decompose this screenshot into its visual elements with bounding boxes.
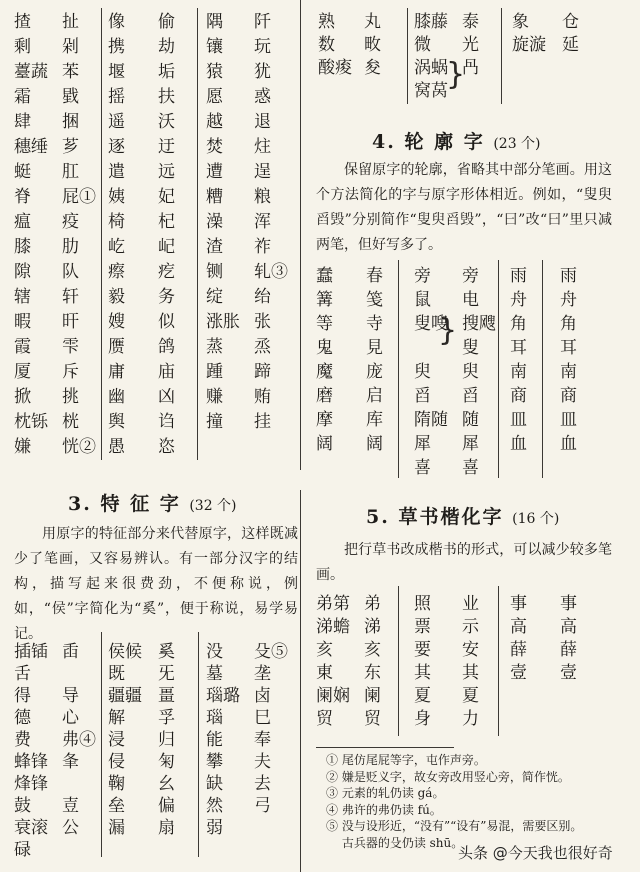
table-cell: 捆 [62, 112, 79, 132]
column-divider [542, 260, 543, 478]
section-count: (32 个) [189, 498, 237, 514]
table-cell: 犀 [414, 434, 431, 454]
table-cell: 阑 [364, 686, 381, 706]
table-cell: 蹄 [254, 362, 271, 382]
table-cell: 舟 [510, 290, 527, 310]
table-cell: 酸痠 [318, 58, 352, 78]
column-divider [300, 490, 301, 872]
table-cell: 库 [366, 410, 383, 430]
table-cell: 去 [254, 774, 271, 794]
footnote-item: ④ 弗许的弗仍读 fú。 [326, 802, 442, 817]
table-cell: 孚 [158, 708, 175, 728]
table-cell: 遥 [108, 112, 125, 132]
table-cell: 寺 [366, 314, 383, 334]
table-cell: 偏 [158, 796, 175, 816]
table-cell: 烽锋 [14, 774, 48, 794]
table-cell: 插锸 [14, 642, 48, 662]
column-divider [398, 586, 399, 736]
table-cell: 劫 [158, 37, 175, 57]
table-cell: 商 [560, 386, 577, 406]
table-cell: 畋 [364, 35, 381, 55]
table-cell: 熟 [318, 12, 335, 32]
table-cell: 夋 [364, 58, 381, 78]
table-cell: 磨 [316, 386, 333, 406]
table-cell: 电 [462, 290, 479, 310]
table-cell: 惑 [254, 87, 271, 107]
table-cell: 既 [108, 664, 125, 684]
table-cell: 贸 [364, 709, 381, 729]
table-cell: 東 [316, 663, 333, 683]
table-cell: 妃 [158, 187, 175, 207]
table-cell: 膝藤 [414, 12, 448, 32]
table-cell: 鼠 [414, 290, 431, 310]
table-cell: 侵 [108, 752, 125, 772]
table-cell: 轩 [62, 287, 79, 307]
table-cell: 旁 [462, 266, 479, 286]
table-cell: 臾 [462, 362, 479, 382]
table-cell: 舀 [462, 386, 479, 406]
table-cell: 角 [510, 314, 527, 334]
table-cell: 血 [510, 434, 527, 454]
table-cell: 斥 [62, 362, 79, 382]
table-cell: 逐 [108, 137, 125, 157]
table-cell: 解 [108, 708, 125, 728]
table-cell: 舟 [560, 290, 577, 310]
table-cell: 铡 [206, 262, 223, 282]
table-cell: 费 [14, 730, 31, 750]
table-cell: 疙 [158, 262, 175, 282]
table-cell: 能 [206, 730, 223, 750]
table-cell: 毅 [108, 287, 125, 307]
table-cell: 喜 [462, 458, 479, 478]
table-cell: 票 [414, 617, 431, 637]
table-cell: 数 [318, 35, 335, 55]
table-cell: 垄 [254, 664, 271, 684]
table-cell: 耳 [560, 338, 577, 358]
table-cell: 糟 [206, 187, 223, 207]
table-cell: 匊 [158, 752, 175, 772]
table-cell: 庸 [108, 362, 125, 382]
table-cell: 身 [414, 709, 431, 729]
table-cell: 喜 [414, 458, 431, 478]
table-cell: 微 [414, 35, 431, 55]
table-cell: 冎 [462, 58, 479, 78]
column-divider [398, 260, 399, 478]
table-cell: 杞 [158, 212, 175, 232]
table-cell: 其 [414, 663, 431, 683]
table-cell: 迂 [158, 137, 175, 157]
table-cell: 幺 [158, 774, 175, 794]
table-cell: 沃 [158, 112, 175, 132]
table-cell: 似 [158, 312, 175, 332]
table-cell: 畺 [158, 686, 175, 706]
table-cell: 等 [316, 314, 333, 334]
column-divider [101, 632, 102, 857]
table-cell: 芗 [62, 137, 79, 157]
table-cell: 殳⑤ [254, 642, 288, 662]
table-cell: 肛 [62, 162, 79, 182]
table-cell: 延 [562, 35, 579, 55]
table-cell: 蜓 [14, 162, 31, 182]
table-cell: 弱 [206, 818, 223, 838]
table-cell: 阔 [366, 434, 383, 454]
table-cell: 没 [206, 642, 223, 662]
table-cell: 逞 [254, 162, 271, 182]
table-cell: 遣 [108, 162, 125, 182]
table-cell: 浑 [254, 212, 271, 232]
table-cell: 仓 [562, 12, 579, 32]
table-cell: 叟 [462, 338, 479, 358]
footnote-rule [316, 747, 454, 748]
column-divider [101, 8, 102, 460]
table-cell: 炷 [254, 137, 271, 157]
table-cell: 剩 [14, 37, 31, 57]
footnote-item: ② 嫌是贬义字，故女旁改用竖心旁，简作恍。 [326, 769, 570, 784]
table-cell: 缺 [206, 774, 223, 794]
table-cell: 务 [158, 287, 175, 307]
table-cell: 轧③ [254, 262, 288, 282]
table-cell: 越 [206, 112, 223, 132]
table-cell: 剁 [62, 37, 79, 57]
table-cell: 赚 [206, 387, 223, 407]
table-cell: 臾 [414, 362, 431, 382]
table-cell: 疆疆 [108, 686, 142, 706]
table-cell: 高 [510, 617, 527, 637]
table-cell: 公 [62, 818, 79, 838]
table-cell: 垢 [158, 62, 175, 82]
table-cell: 衰滚 [14, 818, 48, 838]
table-cell: 力 [462, 709, 479, 729]
table-cell: 隋随 [414, 410, 448, 430]
table-cell: 旋漩 [512, 35, 546, 55]
table-cell: 然 [206, 796, 223, 816]
table-cell: 挑 [62, 387, 79, 407]
table-cell: 恣 [158, 437, 175, 457]
table-cell: 南 [560, 362, 577, 382]
table-cell: 涡蜗 [414, 58, 448, 78]
table-cell: 皿 [510, 410, 527, 430]
table-cell: 退 [254, 112, 271, 132]
watermark: 头条 @今天我也很好奇 [458, 844, 613, 862]
table-cell: 阑娴 [316, 686, 350, 706]
table-cell: 瑙 [206, 708, 223, 728]
table-cell: 姨 [108, 187, 125, 207]
table-cell: 随 [462, 410, 479, 430]
section-number: 5. [366, 506, 390, 528]
table-cell: 篝 [316, 290, 333, 310]
table-cell: 撞 [206, 412, 223, 432]
table-cell: 巳 [254, 708, 271, 728]
section-number: 3. [68, 493, 92, 515]
table-cell: 象 [512, 12, 529, 32]
table-cell: 绽 [206, 287, 223, 307]
table-cell: 漏 [108, 818, 125, 838]
table-cell: 亥 [364, 640, 381, 660]
table-cell: 弟 [364, 594, 381, 614]
table-cell: 堰 [108, 62, 125, 82]
table-cell: 猿 [206, 62, 223, 82]
table-cell: 启 [366, 386, 383, 406]
table-cell: 焚 [206, 137, 223, 157]
table-cell: 涕蟾 [316, 617, 350, 637]
table-cell: 南 [510, 362, 527, 382]
table-cell: 像 [108, 12, 125, 32]
table-cell: 血 [560, 434, 577, 454]
table-cell: 丸 [364, 12, 381, 32]
table-cell: 隅 [206, 12, 223, 32]
table-cell: 角 [560, 314, 577, 334]
brace: } [438, 313, 458, 348]
section-heading-4 [372, 127, 541, 154]
table-cell: 张 [254, 312, 271, 332]
table-cell: 瑙璐 [206, 686, 240, 706]
table-cell: 霜 [14, 87, 31, 107]
table-cell: 嫂 [108, 312, 125, 332]
section-paragraph-4: 保留原字的轮廓，省略其中部分笔画。用这个方法简化的字与原字形体相近。例如，“叟臾舀毁”分别简作“叟臾舀毁”，“曰”改“曰”里只减两笔，但好写多了。 [316, 162, 612, 253]
table-cell: 庙 [158, 362, 175, 382]
table-cell: 东 [364, 663, 381, 683]
table-cell: 浸 [108, 730, 125, 750]
table-cell: 夏 [414, 686, 431, 706]
table-cell: 雫 [62, 337, 79, 357]
table-cell: 祚 [254, 237, 271, 257]
table-cell: 愚 [108, 437, 125, 457]
table-cell: 事 [510, 594, 527, 614]
column-divider [498, 260, 499, 478]
table-cell: 凶 [158, 387, 175, 407]
table-cell: 阔 [316, 434, 333, 454]
table-cell: 辖 [14, 287, 31, 307]
section-heading-3 [68, 489, 237, 516]
table-cell: 弟第 [316, 594, 350, 614]
table-cell: 亥 [316, 640, 333, 660]
table-cell: 皿 [560, 410, 577, 430]
table-cell: 屹 [108, 237, 125, 257]
footnote-item: ③ 元素的轧仍读 gá。 [326, 786, 445, 800]
table-cell: 弗④ [62, 730, 96, 750]
table-cell: 涕 [364, 617, 381, 637]
table-cell: 桄 [62, 412, 79, 432]
section-count: (16 个) [512, 511, 560, 527]
section-paragraph-5: 把行草书改成楷书的形式，可以减少较多笔画。 [316, 542, 612, 583]
table-cell: 贸 [316, 709, 333, 729]
table-cell: 舆 [108, 412, 125, 432]
table-cell: 光 [462, 35, 479, 55]
section-paragraph-3: 用原字的特征部分来代替原字，这样既减少了笔画，又容易辨认。有一部分汉字的结构，描写起来很费劲，不便称说，例如，“侯”字简化为“奚”，便于称说，易学易记。 [14, 526, 298, 642]
table-cell: 远 [158, 162, 175, 182]
footnote-item: ① 尾仿尾屁等字，屯作声旁。 [326, 753, 486, 767]
table-cell: 壴 [62, 796, 79, 816]
table-cell: 壹 [510, 663, 527, 683]
table-cell: 春 [366, 266, 383, 286]
table-cell: 揸 [14, 12, 31, 32]
table-cell: 高 [560, 617, 577, 637]
table-cell: 肋 [62, 237, 79, 257]
table-cell: 窝莴 [414, 81, 448, 101]
table-cell: 玩 [254, 37, 271, 57]
table-cell: 卤 [254, 686, 271, 706]
table-cell: 鬼 [316, 338, 333, 358]
table-cell: 鸽 [158, 337, 175, 357]
table-cell: 疫 [62, 212, 79, 232]
table-cell: 叟嗖 [414, 314, 448, 334]
table-cell: 薛 [560, 640, 577, 660]
table-cell: 示 [462, 617, 479, 637]
table-cell: 蠢 [316, 266, 333, 286]
table-cell: 阡 [254, 12, 271, 32]
table-cell: 舌 [14, 664, 31, 684]
table-cell: 暇 [14, 312, 31, 332]
table-cell: 墓 [206, 664, 223, 684]
table-cell: 赝 [108, 337, 125, 357]
table-cell: 遭 [206, 162, 223, 182]
table-cell: 粮 [254, 187, 271, 207]
column-divider [407, 8, 408, 104]
table-cell: 舀 [414, 386, 431, 406]
table-cell: 嫌 [14, 437, 31, 457]
table-cell: 薹蔬 [14, 62, 48, 82]
table-cell: 枕铄 [14, 412, 48, 432]
table-cell: 要 [414, 640, 431, 660]
table-cell: 泰 [462, 12, 479, 32]
table-cell: 扯 [62, 12, 79, 32]
table-cell: 涨胀 [206, 312, 240, 332]
table-cell: 厦 [14, 362, 31, 382]
table-cell: 犀 [462, 434, 479, 454]
table-cell: 霞 [14, 337, 31, 357]
table-cell: 烝 [254, 337, 271, 357]
table-cell: 偷 [158, 12, 175, 32]
table-cell: 攀 [206, 752, 223, 772]
table-cell: 摩 [316, 410, 333, 430]
table-cell: 诌 [158, 412, 175, 432]
table-cell: 旰 [62, 312, 79, 332]
table-cell: 心 [62, 708, 79, 728]
footnote-item: 古兵器的殳仍读 shū。 [326, 835, 464, 850]
table-cell: 苯 [62, 62, 79, 82]
table-cell: 导 [62, 686, 79, 706]
table-cell: 摇 [108, 87, 125, 107]
table-cell: 幽 [108, 387, 125, 407]
table-cell: 弓 [254, 796, 271, 816]
column-divider [197, 8, 198, 460]
table-cell: 扶 [158, 87, 175, 107]
column-divider [300, 0, 301, 470]
table-cell: 椅 [108, 212, 125, 232]
table-cell: 事 [560, 594, 577, 614]
table-cell: 鞠 [108, 774, 125, 794]
table-cell: 业 [462, 594, 479, 614]
table-cell: 脊 [14, 187, 31, 207]
table-cell: 携 [108, 37, 125, 57]
table-cell: 瘟 [14, 212, 31, 232]
section-title: 轮 廓 字 [404, 131, 485, 153]
table-cell: 蒸 [206, 337, 223, 357]
table-cell: 旁 [414, 266, 431, 286]
section-number: 4. [372, 131, 396, 153]
column-divider [498, 586, 499, 736]
table-cell: 奚 [158, 642, 175, 662]
table-cell: 队 [62, 262, 79, 282]
table-cell: 雨 [560, 266, 577, 286]
table-cell: 得 [14, 686, 31, 706]
table-cell: 夆 [62, 752, 79, 772]
table-cell: 隙 [14, 262, 31, 282]
table-cell: 壹 [560, 663, 577, 683]
table-cell: 瘵 [108, 262, 125, 282]
table-cell: 鼓 [14, 796, 31, 816]
table-cell: 肆 [14, 112, 31, 132]
table-cell: 垒 [108, 796, 125, 816]
table-cell: 穗缍 [14, 137, 48, 157]
table-cell: 踵 [206, 362, 223, 382]
table-cell: 見 [366, 338, 383, 358]
table-cell: 商 [510, 386, 527, 406]
table-cell: 掀 [14, 387, 31, 407]
table-cell: 澡 [206, 212, 223, 232]
section-title: 特 征 字 [100, 493, 181, 515]
table-cell: 德 [14, 708, 31, 728]
table-cell: 雨 [510, 266, 527, 286]
table-cell: 庞 [366, 362, 383, 382]
table-cell: 戥 [62, 87, 79, 107]
table-cell: 耳 [510, 338, 527, 358]
table-cell: 屺 [158, 237, 175, 257]
section-title: 草书楷化字 [398, 506, 504, 528]
table-cell: 扇 [158, 818, 175, 838]
table-cell: 臿 [62, 642, 79, 662]
table-cell: 渣 [206, 237, 223, 257]
table-cell: 碌 [14, 840, 31, 860]
table-cell: 屁① [62, 187, 96, 207]
table-cell: 镶 [206, 37, 223, 57]
table-cell: 其 [462, 663, 479, 683]
table-cell: 膝 [14, 237, 31, 257]
table-cell: 挂 [254, 412, 271, 432]
table-cell: 归 [158, 730, 175, 750]
table-cell: 蜂锋 [14, 752, 48, 772]
table-cell: 侯候 [108, 642, 142, 662]
table-cell: 旡 [158, 664, 175, 684]
table-cell: 奉 [254, 730, 271, 750]
table-cell: 绐 [254, 287, 271, 307]
section-count: (23 个) [493, 136, 541, 152]
column-divider [501, 8, 502, 104]
column-divider [198, 632, 199, 857]
table-cell: 搜飕 [462, 314, 496, 334]
brace: } [446, 57, 466, 92]
section-heading-5 [366, 502, 559, 529]
table-cell: 贿 [254, 387, 271, 407]
table-cell: 夏 [462, 686, 479, 706]
table-cell: 魔 [316, 362, 333, 382]
table-cell: 愿 [206, 87, 223, 107]
footnote-item: ⑤ 没与设形近，“没有”“设有”易混，需要区别。 [326, 819, 583, 833]
table-cell: 安 [462, 640, 479, 660]
table-cell: 薛 [510, 640, 527, 660]
table-cell: 夫 [254, 752, 271, 772]
table-cell: 犹 [254, 62, 271, 82]
table-cell: 笺 [366, 290, 383, 310]
table-cell: 恍② [62, 437, 96, 457]
table-cell: 照 [414, 594, 431, 614]
